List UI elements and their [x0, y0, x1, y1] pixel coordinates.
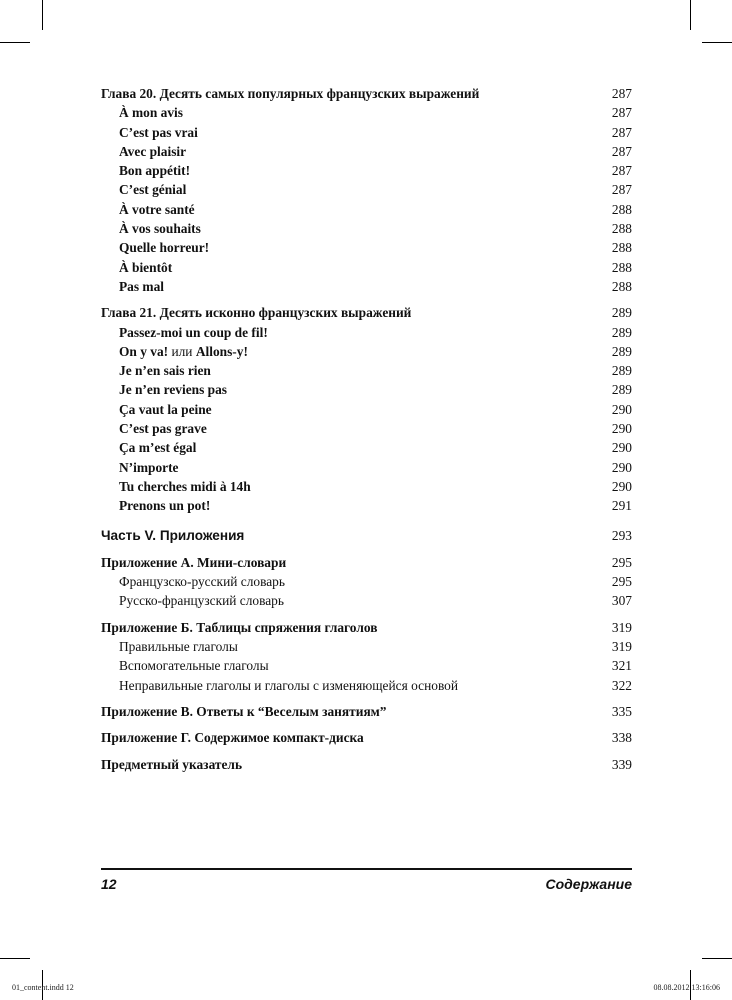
toc-item[interactable] — [101, 277, 632, 296]
toc-page: 321 — [611, 658, 632, 674]
toc-title: À bientôt — [119, 259, 173, 275]
toc-page: 293 — [611, 527, 632, 543]
toc-item[interactable] — [101, 361, 632, 380]
toc-title: Passez-moi un coup de fil! — [119, 324, 268, 340]
toc-title: Приложение Г. Содержимое компакт-диска — [101, 730, 364, 746]
toc-title: À votre santé — [119, 201, 195, 217]
toc-heading[interactable] — [101, 303, 632, 322]
toc-title: À mon avis — [119, 105, 183, 121]
print-slug-timestamp: 08.08.2012 13:16:06 — [653, 983, 720, 992]
toc-page: 290 — [611, 478, 632, 494]
toc-page: 289 — [611, 382, 632, 398]
toc-item[interactable] — [101, 676, 632, 695]
toc-title: Pas mal — [119, 278, 165, 294]
toc-page: 295 — [611, 574, 632, 590]
toc-item[interactable] — [101, 142, 632, 161]
toc-item[interactable] — [101, 477, 632, 496]
toc-item[interactable] — [101, 496, 632, 515]
toc-page: 307 — [611, 593, 632, 609]
toc-title: Французско-русский словарь — [119, 574, 285, 590]
toc-page: 289 — [611, 324, 632, 340]
toc-title: Приложение В. Ответы к “Веселым занятиям” — [101, 703, 387, 719]
toc-item[interactable] — [101, 258, 632, 277]
toc-title-part: On y va! — [119, 343, 169, 359]
toc-page: 295 — [611, 554, 632, 570]
toc-title: Русско-французский словарь — [119, 593, 284, 609]
footer-page-number: 12 — [101, 876, 117, 892]
toc-appendix-v — [101, 702, 632, 721]
toc-title: Je n’en reviens pas — [119, 382, 227, 398]
toc-page: 289 — [611, 305, 632, 321]
toc-title: Ça m’est égal — [119, 440, 197, 456]
toc-page: 288 — [611, 221, 632, 237]
toc-page: 288 — [611, 278, 632, 294]
toc-heading[interactable] — [101, 553, 632, 572]
toc-item[interactable] — [101, 103, 632, 122]
toc-page: 322 — [611, 677, 632, 693]
toc-item[interactable] — [101, 342, 632, 361]
toc-item[interactable] — [101, 180, 632, 199]
page-footer — [101, 876, 632, 892]
toc-page: 339 — [611, 756, 632, 772]
toc-page: 290 — [611, 459, 632, 475]
toc-item[interactable] — [101, 200, 632, 219]
print-slug-file: 01_content.indd 12 — [12, 983, 74, 992]
toc-page: 289 — [611, 343, 632, 359]
toc-title: N’importe — [119, 459, 179, 475]
crop-mark — [702, 42, 732, 43]
toc-title: Tu cherches midi à 14h — [119, 478, 251, 494]
toc-page: 338 — [611, 730, 632, 746]
toc-item[interactable] — [101, 123, 632, 142]
toc-page: 289 — [611, 363, 632, 379]
toc-title: Je n’en sais rien — [119, 363, 211, 379]
toc-title: Bon appétit! — [119, 163, 191, 179]
toc-page: 287 — [611, 143, 632, 159]
toc-heading[interactable] — [101, 618, 632, 637]
toc-item[interactable] — [101, 219, 632, 238]
toc-appendix-a — [101, 553, 632, 611]
toc-title: C’est génial — [119, 182, 187, 198]
toc-page: 288 — [611, 201, 632, 217]
toc-item[interactable] — [101, 656, 632, 675]
toc-page: 287 — [611, 86, 632, 101]
crop-mark — [42, 0, 43, 30]
toc-page: 288 — [611, 240, 632, 256]
toc-title: Глава 20. Десять самых популярных французских выражений — [101, 86, 480, 101]
toc-title: C’est pas vrai — [119, 124, 198, 140]
toc-item[interactable] — [101, 637, 632, 656]
toc-title: Часть V. Приложения — [101, 527, 245, 543]
toc-page: 335 — [611, 703, 632, 719]
toc-title: Неправильные глаголы и глаголы с изменяющейся основой — [119, 677, 459, 693]
toc-title — [119, 342, 248, 361]
toc-title: Приложение Б. Таблицы спряжения глаголов — [101, 619, 378, 635]
toc-page: 290 — [611, 440, 632, 456]
toc-item[interactable] — [101, 323, 632, 342]
toc-appendix-g — [101, 728, 632, 747]
toc-title: C’est pas grave — [119, 421, 207, 437]
toc-title: Quelle horreur! — [119, 240, 210, 256]
crop-mark — [690, 0, 691, 30]
toc-heading[interactable] — [101, 728, 632, 747]
toc-heading[interactable] — [101, 755, 632, 774]
toc-page: 287 — [611, 163, 632, 179]
toc-item[interactable] — [101, 161, 632, 180]
crop-mark — [0, 958, 30, 959]
toc-title: Prenons un pot! — [119, 498, 211, 514]
toc-chapter-21 — [101, 303, 632, 515]
toc-title: À vos souhaits — [119, 221, 201, 237]
toc-page: 290 — [611, 421, 632, 437]
toc-title: Глава 21. Десять исконно французских выражений — [101, 305, 412, 321]
toc-page: 319 — [611, 619, 632, 635]
crop-mark — [702, 958, 732, 959]
toc-heading[interactable] — [101, 702, 632, 721]
toc-appendix-b — [101, 618, 632, 695]
footer-section-title: Содержание — [545, 876, 632, 892]
toc-title: Ça vaut la peine — [119, 401, 212, 417]
toc-page: 288 — [611, 259, 632, 275]
footer-rule — [101, 868, 632, 870]
toc-item[interactable] — [101, 572, 632, 591]
toc-page: 287 — [611, 182, 632, 198]
toc-page: 290 — [611, 401, 632, 417]
toc-page: 319 — [611, 639, 632, 655]
toc-part-heading[interactable] — [101, 526, 632, 545]
toc-page: 291 — [611, 498, 632, 514]
toc-title: Предметный указатель — [101, 756, 243, 772]
toc-title: Правильные глаголы — [119, 639, 238, 655]
toc-item[interactable] — [101, 400, 632, 419]
toc-title: Приложение А. Мини-словари — [101, 554, 287, 570]
toc-title: Avec plaisir — [119, 143, 187, 159]
toc-item[interactable] — [101, 438, 632, 457]
toc-item[interactable] — [101, 238, 632, 257]
toc-page: 287 — [611, 105, 632, 121]
toc-page: 287 — [611, 124, 632, 140]
toc-index — [101, 755, 632, 774]
toc-chapter-20 — [101, 84, 632, 296]
table-of-contents — [101, 84, 632, 781]
toc-item[interactable] — [101, 380, 632, 399]
crop-mark — [0, 42, 30, 43]
toc-item[interactable] — [101, 419, 632, 438]
toc-item[interactable] — [101, 458, 632, 477]
toc-title-part: Allons-y! — [195, 343, 248, 359]
toc-item[interactable] — [101, 591, 632, 610]
toc-title-conjunction: или — [168, 343, 196, 359]
toc-title: Вспомогательные глаголы — [119, 658, 269, 674]
toc-heading[interactable] — [101, 84, 632, 103]
